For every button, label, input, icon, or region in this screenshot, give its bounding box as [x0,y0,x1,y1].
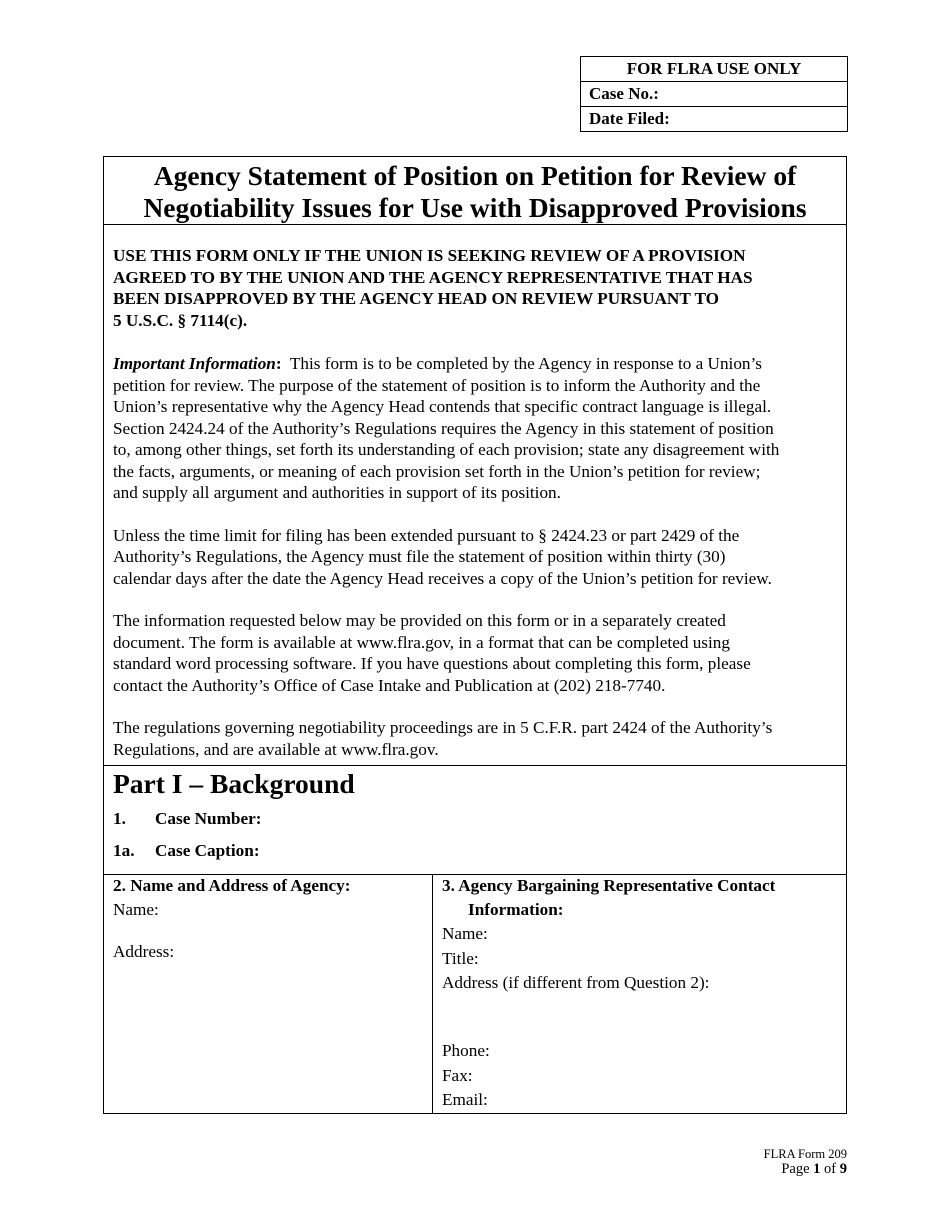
para-line: Authority’s Regulations, the Agency must file the statement of position within thirty (30) [113,547,726,566]
page-number: 1 [813,1161,821,1177]
agency-address-field[interactable]: Address: [113,942,175,961]
para-line: Regulations, and are available at www.flra.gov. [113,739,439,759]
rep-address-field[interactable]: Address (if different from Question 2): [442,973,710,992]
para-line: The information requested below may be provided on this form or in a separately created [113,611,726,630]
warning-text [113,245,838,331]
para-line: Section 2424.24 of the Authority’s Regulations requires the Agency in this statement of position [113,418,774,438]
para-line: calendar days after the date the Agency Head receives a copy of the Union’s petition for review. [113,568,772,588]
para-line: to, among other things, set forth its understanding of each provision; state any disagreement with [113,440,780,459]
question-label: Case Caption: [155,841,260,860]
warning-line: USE THIS FORM ONLY IF THE UNION IS SEEKING REVIEW OF A PROVISION [113,246,746,265]
case-number-field[interactable] [113,809,261,829]
agency-heading: 2. Name and Address of Agency: [113,876,351,895]
rep-fax-field[interactable]: Fax: [442,1066,473,1085]
important-information [113,353,838,504]
case-no-field[interactable]: Case No.: [581,82,847,107]
rep-phone-field[interactable]: Phone: [442,1041,490,1060]
warning-line: 5 U.S.C. § 7114(c). [113,310,248,330]
agency-name-field[interactable]: Name: [113,900,159,919]
para-line: Union’s representative why the Agency Head contends that specific contract language is illegal. [113,397,772,416]
warning-line: AGREED TO BY THE UNION AND THE AGENCY REPRESENTATIVE THAT HAS [113,267,753,287]
para-line: The regulations governing negotiability proceedings are in 5 C.F.R. part 2424 of the Authority’s [113,718,773,737]
case-caption-field[interactable] [113,841,260,861]
para-line: Unless the time limit for filing has been extended pursuant to § 2424.23 or part 2429 of the [113,525,740,545]
title-line-2: Negotiability Issues for Use with Disapproved Provisions [143,192,807,223]
time-limit-paragraph [113,525,838,590]
para-line: and supply all argument and authorities in support of its position. [113,483,561,502]
rep-heading-line-1: 3. Agency Bargaining Representative Contact [442,876,776,895]
rep-heading-line-2: Information: [468,900,564,919]
para-line: petition for review. The purpose of the statement of position is to inform the Authority and the [113,375,761,395]
form-title [104,157,846,225]
para-line: This form is to be completed by the Agency in response to a Union’s [289,354,762,373]
para-line: the facts, arguments, or meaning of each provision set forth in the Union’s petition for review; [113,461,761,481]
page-indicator [781,1161,847,1178]
question-number: 1. [113,809,126,828]
rep-email-field[interactable]: Email: [442,1090,488,1109]
important-lead: Important Information [113,354,276,373]
para-line: standard word processing software. If you have questions about completing this form, please [113,654,751,673]
title-line-1: Agency Statement of Position on Petition for Review of [153,160,797,191]
para-line: contact the Authority’s Office of Case Intake and Publication at (202) 218-7740. [113,675,666,695]
important-colon: : [275,354,282,373]
part-1-section [104,765,846,875]
form-main-box [103,156,847,1114]
form-number: FLRA Form 209 [763,1147,847,1161]
info-paragraph [113,610,838,696]
rep-title-field[interactable]: Title: [442,949,479,968]
date-filed-field[interactable]: Date Filed: [589,109,670,128]
regulations-paragraph [113,717,838,760]
page-of: of [820,1161,840,1177]
agency-info-column [104,875,433,1114]
question-label: Case Number: [155,809,262,828]
rep-name-field[interactable]: Name: [442,924,488,943]
part-1-title: Part I – Background [113,768,355,799]
flra-use-only-box [580,56,848,132]
instructions [104,245,846,760]
page-total: 9 [839,1161,847,1177]
para-line: document. The form is available at www.flra.gov, in a format that can be completed using [113,632,730,652]
question-number: 1a. [113,841,135,860]
warning-line: BEEN DISAPPROVED BY THE AGENCY HEAD ON REVIEW PURSUANT TO [113,289,719,308]
representative-column [433,875,846,1114]
page-prefix: Page [781,1161,814,1177]
use-only-heading: FOR FLRA USE ONLY [581,57,847,82]
